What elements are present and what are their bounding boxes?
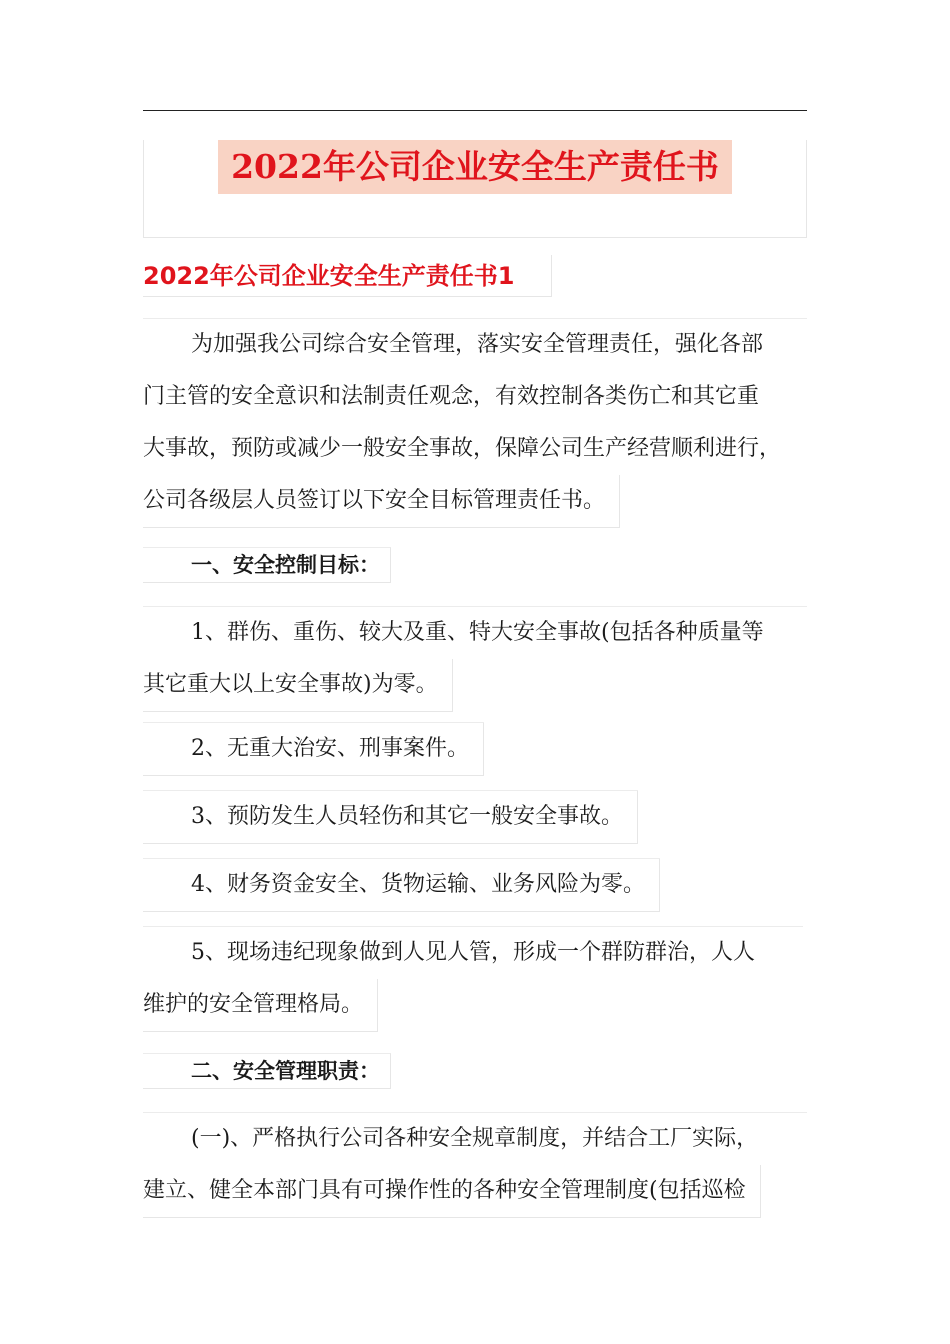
- paragraph-line: 门主管的安全意识和法制责任观念，有效控制各类伤亡和其它重: [143, 384, 760, 409]
- section-title: 2022年公司企业安全生产责任书1: [143, 255, 552, 297]
- paragraph-line: 2、无重大治安、刑事案件。: [143, 723, 484, 776]
- paragraph-line: 维护的安全管理格局。: [143, 979, 378, 1032]
- paragraph-line: 5、现场违纪现象做到人见人管，形成一个群防群治，人人: [191, 940, 755, 965]
- goal-3-paragraph: [143, 790, 638, 844]
- intro-paragraph: [143, 318, 807, 528]
- goal-5-paragraph: [143, 926, 803, 1032]
- paragraph-line: 1、群伤、重伤、较大及重、特大安全事故(包括各种质量等: [191, 620, 764, 645]
- goal-2-paragraph: [143, 722, 484, 776]
- paragraph-line: 建立、健全本部门具有可操作性的各种安全管理制度(包括巡检: [143, 1165, 761, 1218]
- goal-1-paragraph: [143, 606, 807, 712]
- paragraph-line: 4、财务资金安全、货物运输、业务风险为零。: [143, 859, 660, 912]
- paragraph-line: 公司各级层人员签订以下安全目标管理责任书。: [143, 475, 620, 528]
- paragraph-line: 3、预防发生人员轻伤和其它一般安全事故。: [143, 791, 638, 844]
- duty-1-paragraph: [143, 1112, 807, 1218]
- goal-4-paragraph: [143, 858, 660, 912]
- heading-safety-duties: 二、安全管理职责：: [143, 1053, 391, 1089]
- heading-safety-goals: 一、安全控制目标：: [143, 547, 391, 583]
- main-title: 2022年公司企业安全生产责任书: [218, 140, 732, 194]
- top-rule: [143, 110, 807, 111]
- paragraph-line: (一)、严格执行公司各种安全规章制度，并结合工厂实际，: [191, 1126, 759, 1151]
- paragraph-line: 为加强我公司综合安全管理，落实安全管理责任，强化各部: [191, 332, 764, 357]
- paragraph-line: 大事故，预防或减少一般安全事故，保障公司生产经营顺利进行，: [143, 436, 782, 461]
- paragraph-line: 其它重大以上安全事故)为零。: [143, 659, 453, 712]
